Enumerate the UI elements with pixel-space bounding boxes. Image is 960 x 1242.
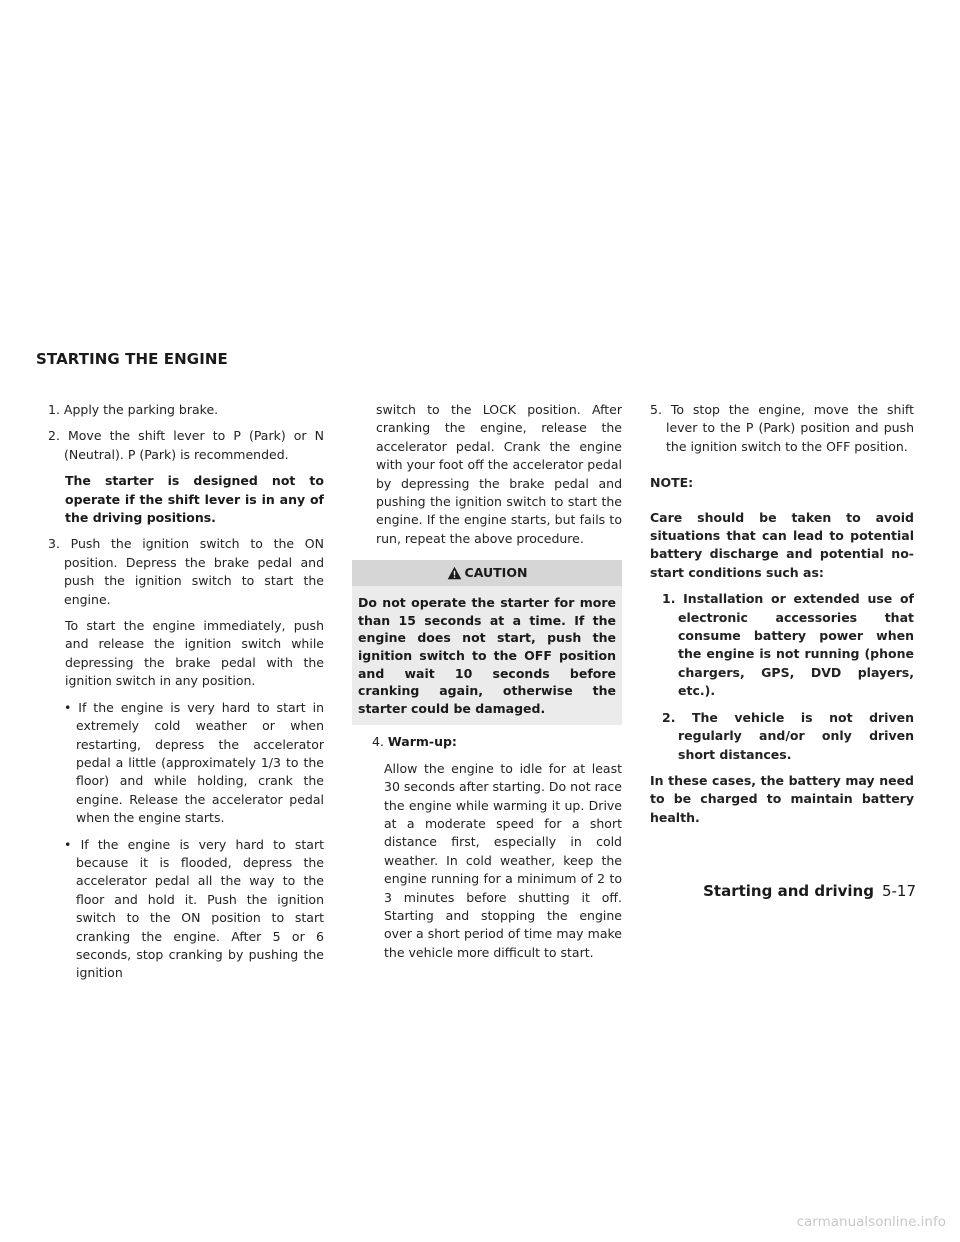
step-4-body: Allow the engine to idle for at least 30 seconds after starting. Do not race the engine while warming it up. Drive at a moderate speed for a short distance first, especially in cold weather. In cold weather, keep the engine running for a minimum of 2 to 3 minutes before shutting it off. Starting and stopping the engine over a short period of time may make the vehicle more difficult to start. [384, 760, 622, 960]
column-1 [48, 401, 324, 991]
step-3: 3. Push the ignition switch to the ON position. Depress the brake pedal and push the ignition switch to start the engine. [48, 536, 324, 607]
step-2-note: The starter is designed not to operate if the shift lever is in any of the driving positions. [65, 473, 324, 526]
section-title: STARTING THE ENGINE [36, 350, 228, 368]
column-2 [352, 401, 622, 962]
page-footer [703, 882, 916, 900]
note-item-2: 2. The vehicle is not driven regularly and/or only driven short distances. [662, 709, 914, 762]
step-5: 5. To stop the engine, move the shift lever to the P (Park) position and push the ignition switch to the OFF position. [650, 402, 914, 454]
watermark: carmanualsonline.info [796, 1214, 946, 1230]
bullet-cold-weather: • If the engine is very hard to start in extremely cold weather or when restarting, depress the accelerator pedal a little (approximately 1/3 to the floor) and while holding, crank the engine. Release the accelerator pedal when the engine starts. [64, 699, 324, 826]
caution-header [352, 560, 622, 586]
column-3 [650, 401, 914, 835]
page-number: 5-17 [881, 882, 916, 900]
step-3-sub: To start the engine immediately, push and release the ignition switch while depressing the brake pedal with the ignition switch in any position. [65, 618, 324, 689]
bullet-flooded: • If the engine is very hard to start because it is flooded, depress the accelerator pedal all the way to the floor and hold it. Push the ignition switch to the ON position to start cranking the engine. After 5 or 6 seconds, stop cranking by pushing the ignition [64, 836, 324, 981]
continued-text: switch to the LOCK position. After cranking the engine, release the accelerator pedal. Crank the engine with your foot off the accelerator pedal by depressing the brake pedal and pushing the ignition switch to start the engine. If the engine starts, but fails to run, repeat the above procedure. [376, 402, 622, 546]
caution-body: Do not operate the starter for more than 15 seconds at a time. If the engine does not start, push the ignition switch to the OFF position and wait 10 seconds before cranking again, otherwise the starter could be damaged. [352, 586, 622, 725]
step-4-number: 4. [372, 734, 384, 750]
note-body: Care should be taken to avoid situations that can lead to potential battery discharge and potential no-start conditions such as: [650, 509, 914, 580]
closing-text: In these cases, the battery may need to be charged to maintain battery health. [650, 772, 914, 825]
step-4-title: Warm-up: [387, 734, 457, 750]
step-4-heading [352, 733, 622, 751]
caution-title: CAUTION [464, 565, 528, 581]
warning-triangle-icon [447, 566, 462, 580]
step-1: 1. Apply the parking brake. [48, 402, 219, 417]
footer-section: Starting and driving [703, 882, 874, 900]
note-label: NOTE: [650, 475, 694, 491]
step-2: 2. Move the shift lever to P (Park) or N (Neutral). P (Park) is recommended. [48, 428, 324, 462]
note-item-1: 1. Installation or extended use of electronic accessories that consume battery power when the engine is not running (phone chargers, GPS, DVD players, etc.). [662, 591, 914, 699]
